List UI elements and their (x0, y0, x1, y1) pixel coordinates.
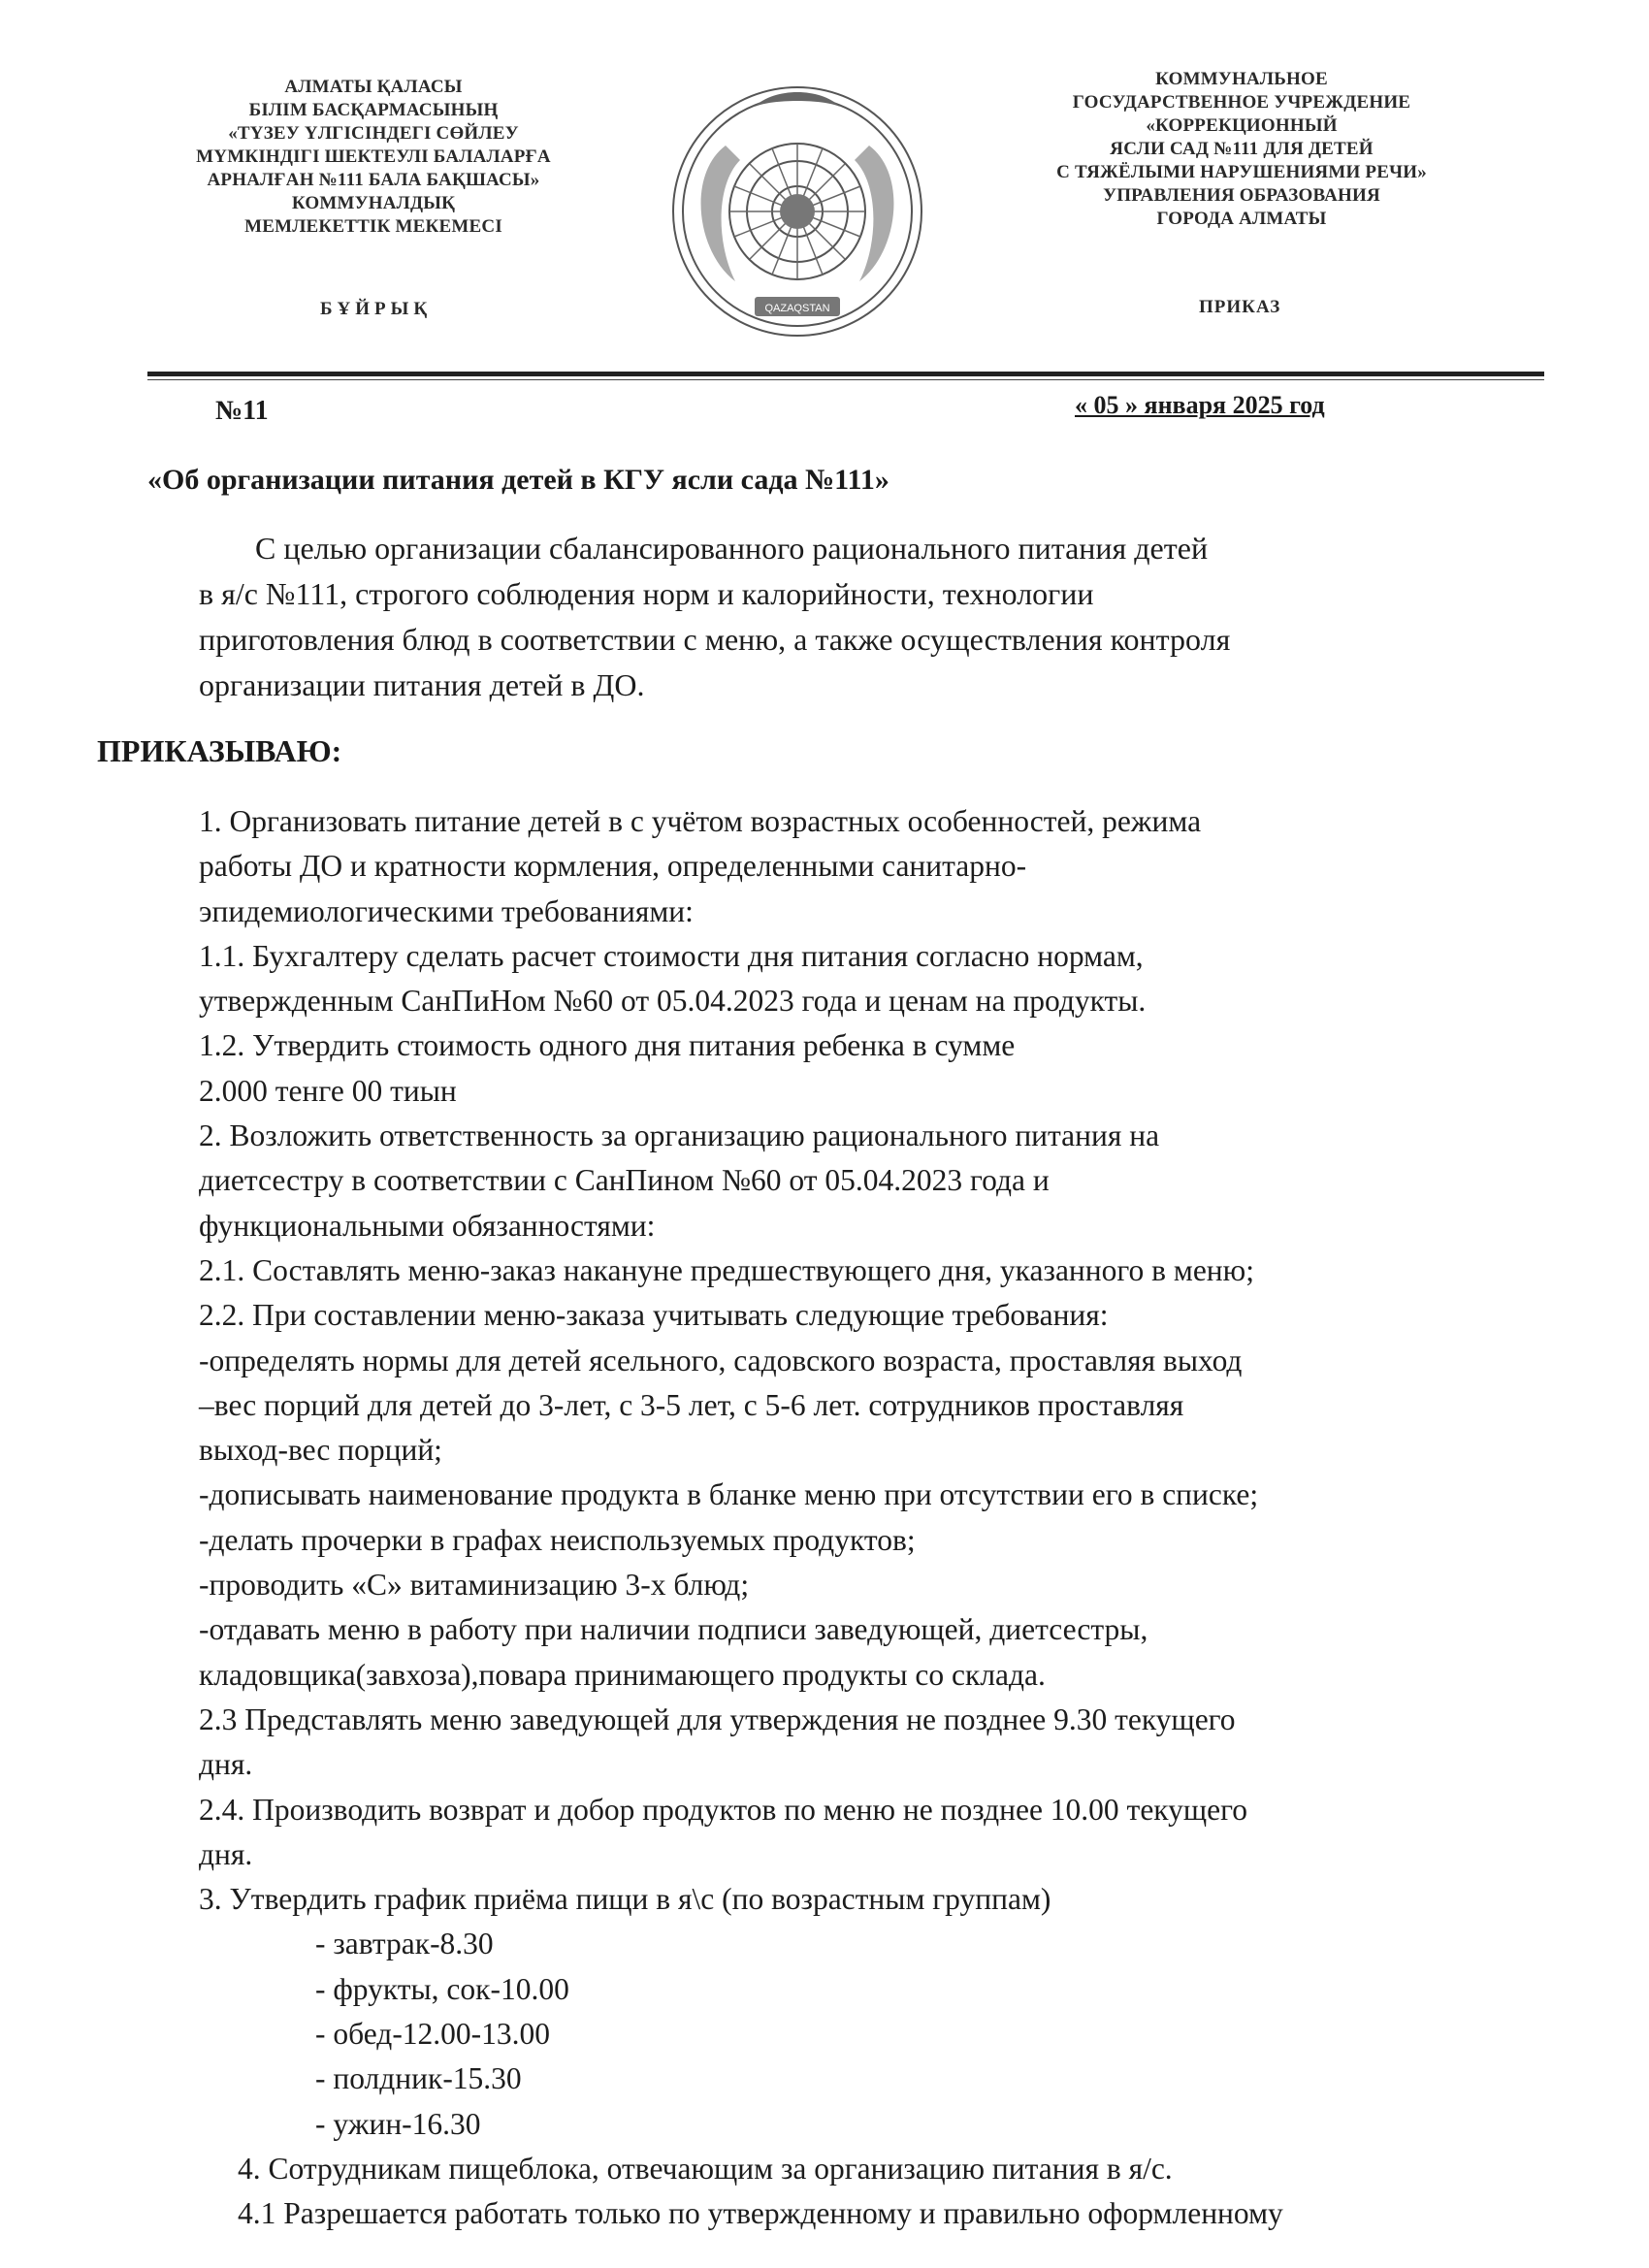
header-divider-thin (147, 379, 1544, 380)
order-date: « 05 » января 2025 год (1075, 391, 1325, 419)
schedule-line: - обед-12.00-13.00 (315, 2017, 551, 2052)
header-left-block (146, 76, 601, 239)
item-line: работы ДО и кратности кормления, определенными санитарно- (199, 849, 1027, 884)
item-line: 2.3 Представлять меню заведующей для утверждения не позднее 9.30 текущего (199, 1701, 1236, 1736)
item-line: дня. (199, 1747, 253, 1782)
header-right-line: «КОРРЕКЦИОННЫЙ (1146, 115, 1338, 136)
closing-line: 4.1 Разрешается работать только по утвержденному и правильно оформленному (238, 2196, 1283, 2231)
item-line: 1.2. Утвердить стоимость одного дня питания ребенка в сумме (199, 1028, 1016, 1063)
item-line: 2.4. Производить возврат и добор продуктов по меню не позднее 10.00 текущего (199, 1792, 1248, 1827)
item-line: 2.000 тенге 00 тиын (199, 1073, 457, 1108)
item-line: –вес порций для детей до 3-лет, с 3-5 лет, с 5-6 лет. сотрудников проставляя (199, 1387, 1184, 1422)
header-right-line: УПРАВЛЕНИЯ ОБРАЗОВАНИЯ (1103, 185, 1380, 206)
item-line: 1. Организовать питание детей в с учётом возрастных особенностей, режима (199, 804, 1202, 838)
header-right-line: ГОРОДА АЛМАТЫ (1156, 209, 1327, 229)
item-line: дня. (199, 1836, 253, 1871)
intro-paragraph (199, 526, 1230, 708)
item-line: 2.2. При составлении меню-заказа учитывать следующие требования: (199, 1298, 1109, 1333)
intro-line: организации питания детей в ДО. (199, 667, 645, 702)
header-right-line: КОММУНАЛЬНОЕ (1155, 69, 1328, 89)
item-line: 1.1. Бухгалтеру сделать расчет стоимости дня питания согласно нормам, (199, 938, 1144, 973)
item-line: выход-вес порций; (199, 1433, 442, 1468)
header-left-line: «ТҮЗЕУ ҮЛГІСІНДЕГІ СӨЙЛЕУ (228, 123, 519, 144)
schedule-line: - завтрак-8.30 (315, 1927, 494, 1961)
item-line: 3. Утвердить график приёма пищи в я\с (по возрастным группам) (199, 1882, 1051, 1917)
header-right-line: ЯСЛИ САД №111 ДЛЯ ДЕТЕЙ (1110, 139, 1374, 159)
item-line: -проводить «С» витаминизацию 3-х блюд; (199, 1568, 750, 1603)
schedule-line: - полдник-15.30 (315, 2061, 522, 2096)
schedule-line: - ужин-16.30 (315, 2106, 481, 2141)
intro-line: приготовления блюд в соответствии с меню, а также осуществления контроля (199, 622, 1231, 657)
item-line: кладовщика(завхоза),повара принимающего продукты со склада. (199, 1657, 1046, 1692)
intro-line: в я/с №111, строгого соблюдения норм и калорийности, технологии (199, 576, 1094, 611)
item-line: эпидемиологическими требованиями: (199, 893, 694, 928)
item-line: функциональными обязанностями: (199, 1208, 656, 1243)
decree-heading: ПРИКАЗЫВАЮ: (97, 733, 342, 768)
closing-line: 4. Сотрудникам пищеблока, отвечающим за организацию питания в я/с. (238, 2151, 1173, 2186)
item-line: -делать прочерки в графах неиспользуемых продуктов; (199, 1522, 916, 1557)
order-number: №11 (215, 396, 269, 426)
schedule-line: - фрукты, сок-10.00 (315, 1971, 569, 2006)
header-right-block (999, 68, 1484, 231)
header-right-word: ПРИКАЗ (1199, 297, 1281, 317)
item-line: -отдавать меню в работу при наличии подписи заведующей, диетсестры, (199, 1612, 1148, 1647)
item-line: 2.1. Составлять меню-заказ накануне предшествующего дня, указанного в меню; (199, 1252, 1254, 1287)
state-emblem-icon (648, 68, 947, 349)
header-left-word: БҰЙРЫҚ (320, 299, 433, 319)
header-left-line: АРНАЛҒАН №111 БАЛА БАҚШАСЫ» (207, 170, 540, 190)
item-line: -определять нормы для детей ясельного, садовского возраста, проставляя выход (199, 1343, 1243, 1377)
order-items (199, 799, 1283, 2237)
header-left-line: КОММУНАЛДЫҚ (291, 193, 456, 213)
intro-line: С целью организации сбалансированного рационального питания детей (255, 531, 1209, 566)
item-line: диетсестру в соответствии с СанПином №60 от 05.04.2023 года и (199, 1163, 1050, 1198)
header-left-line: АЛМАТЫ ҚАЛАСЫ (284, 77, 463, 97)
header-right-line: ГОСУДАРСТВЕННОЕ УЧРЕЖДЕНИЕ (1072, 92, 1411, 113)
header-divider (147, 372, 1544, 376)
header-left-line: МҮМКІНДІГІ ШЕКТЕУЛІ БАЛАЛАРҒА (196, 146, 551, 167)
emblem-label: QAZAQSTAN (764, 303, 830, 314)
header-left-line: БІЛІМ БАСҚАРМАСЫНЫҢ (248, 100, 499, 120)
header-right-line: С ТЯЖЁЛЫМИ НАРУШЕНИЯМИ РЕЧИ» (1056, 162, 1427, 182)
item-line: -дописывать наименование продукта в бланке меню при отсутствии его в списке; (199, 1477, 1259, 1512)
header-left-line: МЕМЛЕКЕТТІК МЕКЕМЕСІ (244, 216, 502, 237)
item-line: 2. Возложить ответственность за организацию рационального питания на (199, 1118, 1160, 1153)
item-line: утвержденным СанПиНом №60 от 05.04.2023 года и ценам на продукты. (199, 984, 1147, 1019)
order-title: «Об организации питания детей в КГУ ясли сада №111» (147, 464, 889, 496)
